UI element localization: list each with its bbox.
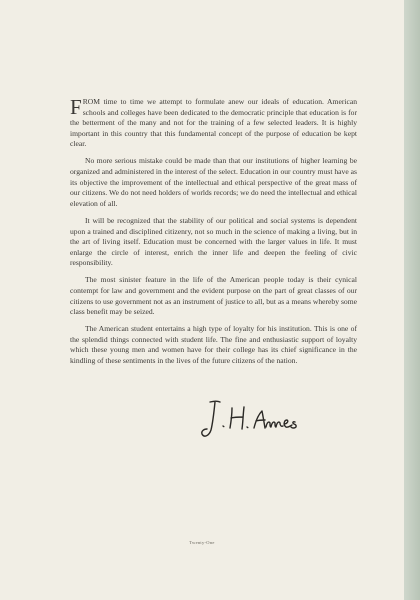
drop-cap: F [70,95,82,119]
paragraph-5: The American student entertains a high type of loyalty for his institution. This is one of the splendid things connected with student life. The fine and enthusiastic support of loyalty which these young men and women have for their college has its chief significance in the kindling of these sentiments in the lives of the future citizens of the nation. [70,324,357,366]
essay-body [70,97,357,373]
paragraph-3: It will be recognized that the stability of our political and social systems is dependent upon a trained and disciplined citizenry, not so much in the science of making a living, but in the art of living itself. Education must be concerned with the larger values in life. It must enlarge the circle of interest, enrich the inner life and deepen the feeling of civic responsibility. [70,215,357,268]
paragraph-1-text: ROM time to time we attempt to formulate anew our ideals of education. American schools and colleges have been dedicated to the democratic principle that education is for the betterment of the many and not for the training of a few selected leaders. It is highly important in this country that this fundamental concept of the purpose of education be kept clear. [70,97,357,149]
paragraph-2: No more serious mistake could be made than that our institutions of higher learning be organized and administered in the interest of the select. Education in our country must have as its objective the improvement of the intellectual and ethical perspective of the great mass of our citizens. We do not need holders of worlds records; we do need the intellectual and ethical elevation of all. [70,156,357,208]
page-edge [404,0,420,600]
handwritten-signature [192,396,312,442]
page-number: Twenty-One [189,540,215,545]
paragraph-4: The most sinister feature in the life of the American people today is their cynical contempt for law and government and the evident purpose on the part of great classes of our citizens to use government not as an instrument of justice to all, but as a means whereby some class benefit may be seized. [70,275,357,317]
paragraph-1 [70,97,357,150]
